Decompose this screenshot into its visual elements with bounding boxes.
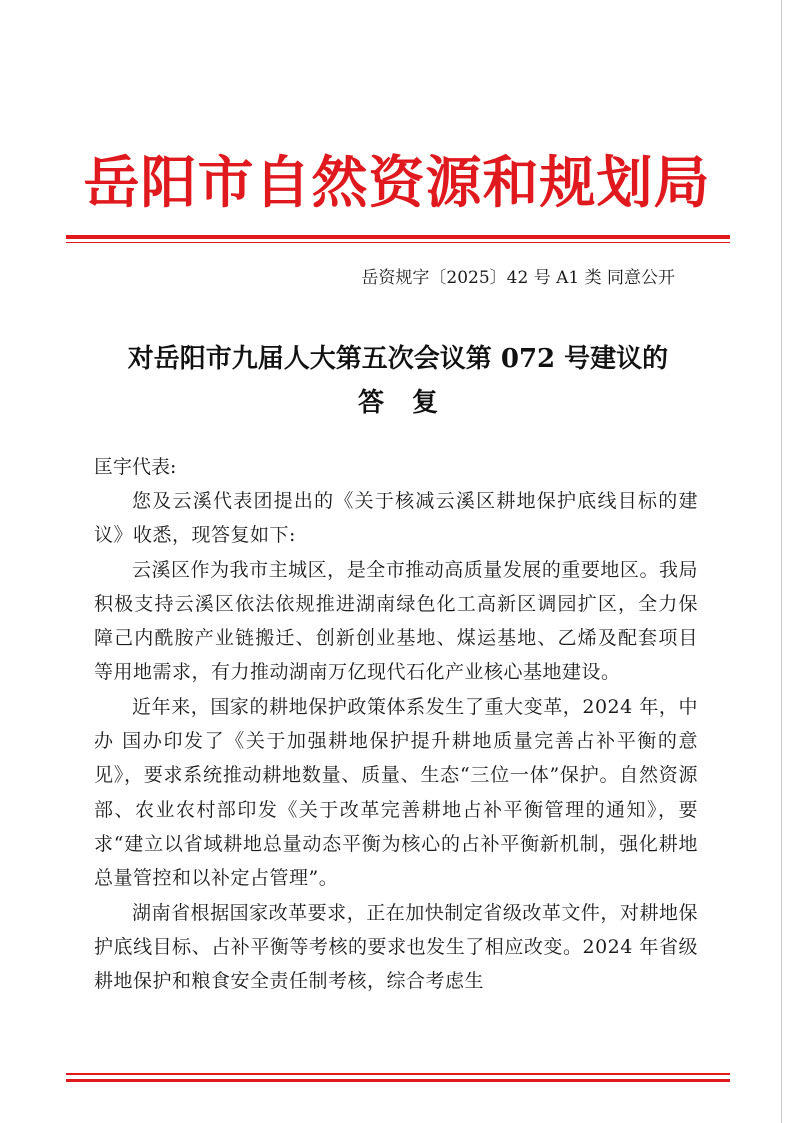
letterhead-rule-thin (66, 242, 730, 243)
document-number: 岳资规字〔2025〕42 号 A1 类 同意公开 (361, 268, 675, 288)
paragraph-1: 您及云溪代表团提出的《关于核减云溪区耕地保护底线目标的建议》收悉，现答复如下: (94, 490, 698, 547)
letterhead-rule-thick (66, 235, 730, 239)
paragraph-2: 云溪区作为我市主城区，是全市推动高质量发展的重要地区。我局积极支持云溪区依法依规推进湖南绿色化工高新区调园扩区，全力保障己内酰胺产业链搬迁、创新创业基地、煤运基地、乙烯及配套项目等用地需求，有力推动湖南万亿现代石化产业核心基地建设。 (94, 558, 698, 684)
paragraph-3: 近年来，国家的耕地保护政策体系发生了重大变革，2024 年，中办 国办印发了《关于加强耕地保护提升耕地质量完善占补平衡的意见》，要求系统推动耕地数量、质量、生态“三位一体”保护。自然资源部、农业农村部印发《关于改革完善耕地占补平衡管理的通知》，要求“建立以省域耕地总量动态平衡为核心的占补平衡新机制，强化耕地总量管控和以补定占管理”。 (94, 695, 698, 890)
scan-edge-line (781, 0, 782, 1123)
document-title-line2: 答复 (357, 388, 466, 418)
letter-body (94, 484, 698, 998)
letterhead-org-name: 岳阳市自然资源和规划局 (83, 150, 711, 216)
footer-rule-thick (66, 1079, 730, 1082)
footer-rule-thin (66, 1073, 730, 1075)
salutation: 匡宇代表: (94, 456, 177, 478)
paragraph-4: 湖南省根据国家改革要求，正在加快制定省级改革文件，对耕地保护底线目标、占补平衡等考核的要求也发生了相应改变。2024 年省级耕地保护和粮食安全责任制考核，综合考虑生 (94, 901, 698, 993)
document-title-line1: 对岳阳市九届人大第五次会议第 072 号建议的 (127, 344, 669, 374)
